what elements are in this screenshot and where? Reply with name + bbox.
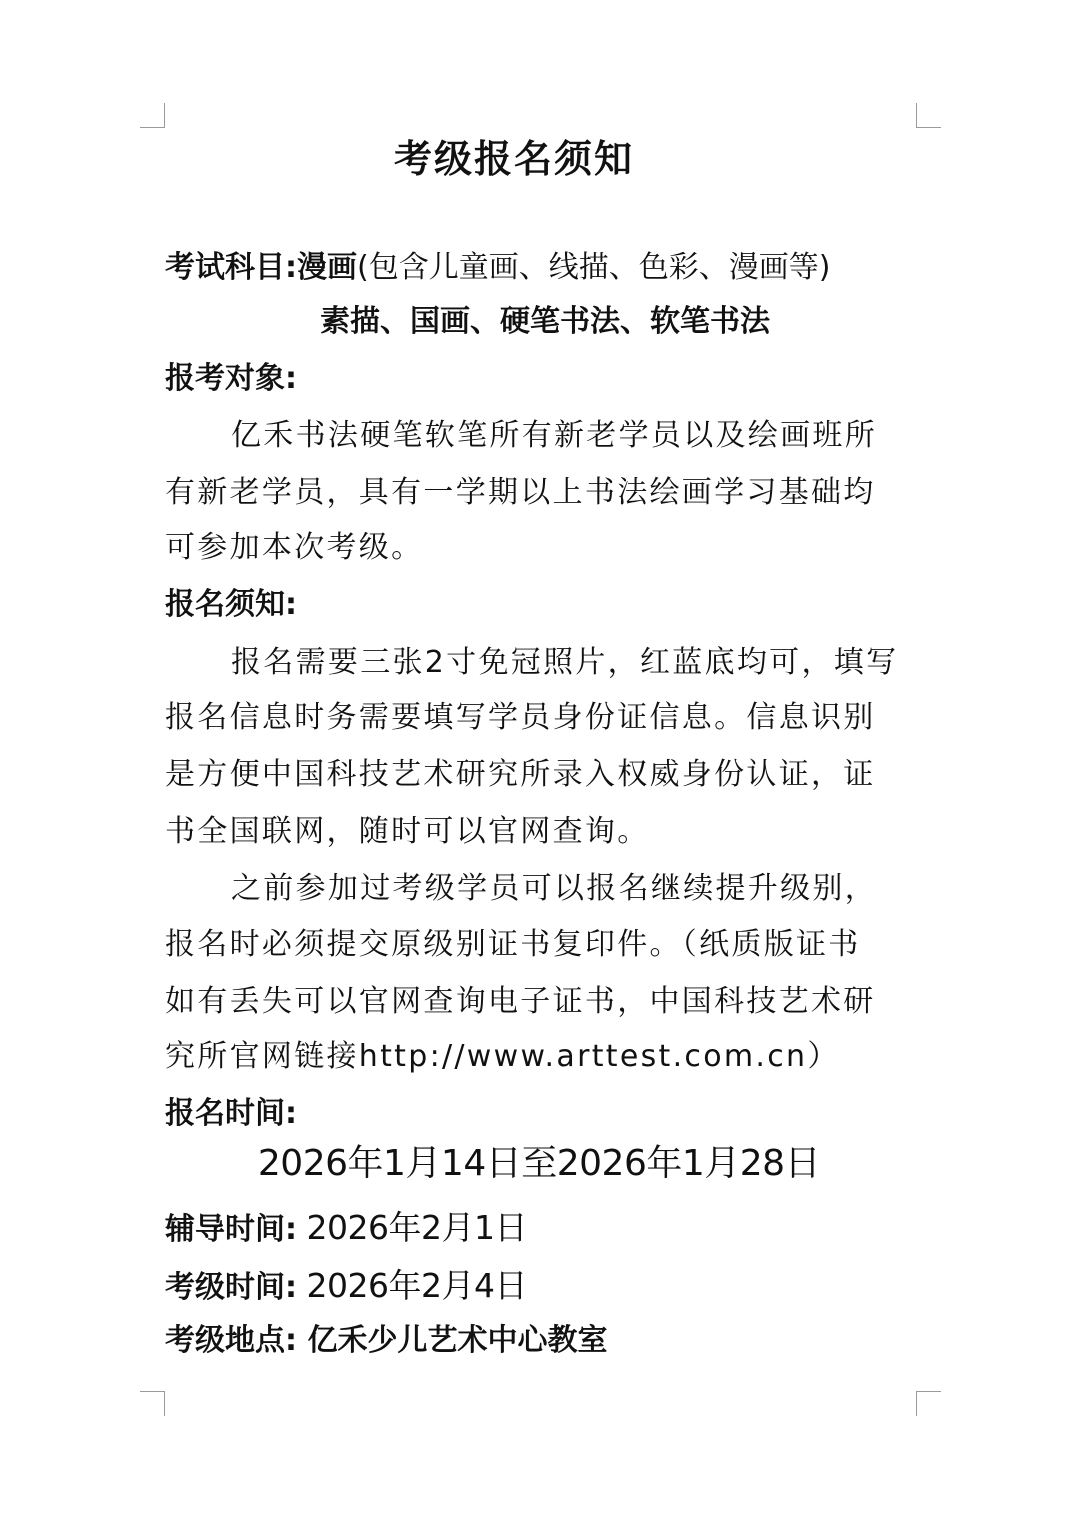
venue-line (165, 1321, 607, 1361)
notice-line: 报名需要三张2寸免冠照片，红蓝底均可，填写 (231, 645, 899, 680)
corner-mark-top-left (140, 103, 165, 128)
notice-line: 如有丢失可以官网查询电子证书，中国科技艺术研 (165, 984, 876, 1019)
corner-mark-bottom-left (140, 1391, 165, 1416)
audience-line: 亿禾书法硬笔软笔所有新老学员以及绘画班所 (231, 418, 877, 453)
subjects-line (165, 248, 830, 288)
subjects-others: 素描、国画、硬笔书法、软笔书法 (320, 304, 770, 339)
document-title: 考级报名须知 (393, 137, 634, 181)
exam-date: 2026年2月4日 (306, 1266, 528, 1305)
notice-line: 究所官网链接http://www.arttest.com.cn） (165, 1039, 840, 1074)
audience-line: 有新老学员，具有一学期以上书法绘画学习基础均 (165, 475, 876, 510)
registration-period: 2026年1月14日至2026年1月28日 (257, 1143, 821, 1184)
exam-label: 考级时间: (165, 1270, 297, 1305)
subjects-primary: 漫画 (297, 250, 357, 285)
notice-line: 报名时必须提交原级别证书复印件。（纸质版证书 (165, 927, 861, 962)
notice-line: 报名信息时务需要填写学员身份证信息。信息识别 (165, 700, 876, 735)
venue-place: 亿禾少儿艺术中心教室 (307, 1323, 608, 1358)
corner-mark-bottom-right (916, 1391, 941, 1416)
notice-line: 是方便中国科技艺术研究所录入权威身份认证，证 (165, 757, 876, 792)
venue-label: 考级地点: (165, 1323, 297, 1358)
tutoring-label: 辅导时间: (165, 1212, 297, 1247)
tutoring-line (165, 1208, 527, 1250)
tutoring-date: 2026年2月1日 (306, 1208, 528, 1247)
exam-line (165, 1266, 527, 1308)
corner-mark-top-right (916, 103, 941, 128)
subjects-label: 考试科目: (165, 250, 297, 285)
notice-line: 之前参加过考级学员可以报名继续提升级别， (231, 871, 877, 906)
notice-heading: 报名须知: (165, 587, 297, 622)
audience-heading: 报考对象: (165, 361, 297, 396)
subjects-primary-note: (包含儿童画、线描、色彩、漫画等) (357, 250, 831, 285)
registration-heading: 报名时间: (165, 1096, 297, 1131)
audience-line: 可参加本次考级。 (165, 530, 424, 565)
notice-line: 书全国联网，随时可以官网查询。 (165, 814, 650, 849)
